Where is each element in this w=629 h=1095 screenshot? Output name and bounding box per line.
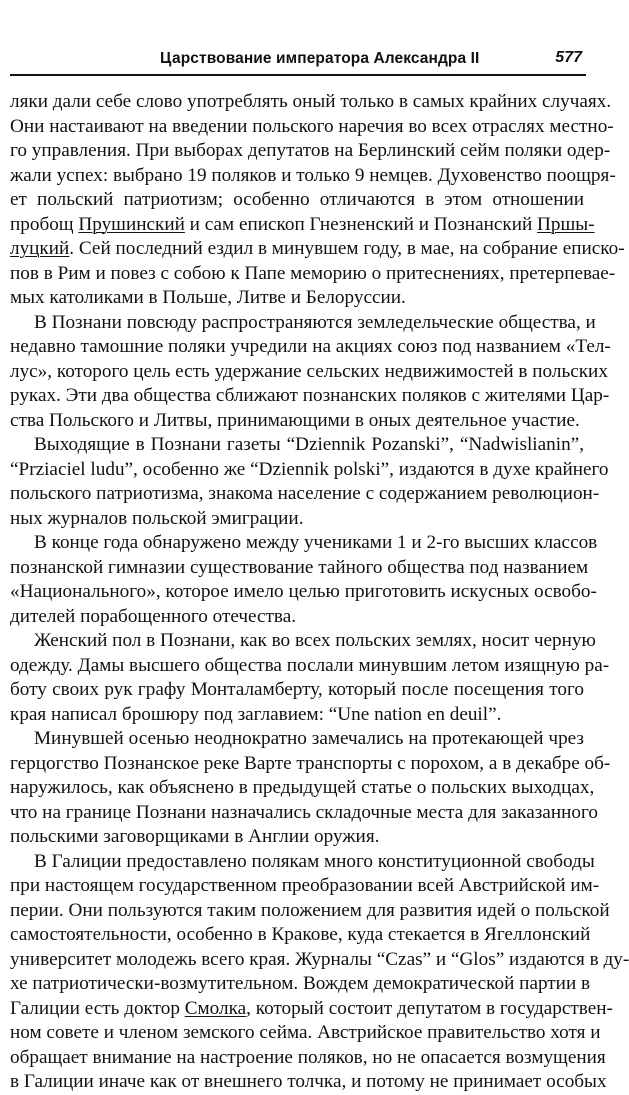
text-line <box>10 752 611 777</box>
text-line <box>10 311 596 336</box>
text-segment: края написал брошюру под заглавием: “Une nation en deuil”. <box>10 703 502 725</box>
text-line <box>10 899 610 924</box>
text-line <box>10 139 611 164</box>
text-line <box>10 384 610 409</box>
text-line <box>10 727 584 752</box>
text-segment: В Познани повсюду распространяются земледельческие общества, и <box>34 311 596 333</box>
paragraph <box>10 311 611 434</box>
text-segment: Выходящие в Познани газеты “Dziennik Pozanski”, “Nadwislianin”, <box>34 434 584 455</box>
text-segment: ляки дали себе слово употреблять оный только в самых крайних случаях. <box>10 91 612 112</box>
text-segment: наружилось, как объяснено в предыдущей статье о польских выходцах, <box>10 777 595 798</box>
text-segment: самостоятельности, особенно в Кракове, куда стекается в Ягеллонский <box>10 924 591 945</box>
text-segment: что на границе Познани назначались складочные места для заказанного <box>10 801 598 823</box>
paragraph <box>10 531 598 629</box>
text-segment: хе патриотически-возмутительном. Вождем демократической партии в <box>10 973 591 994</box>
text-line <box>10 115 614 140</box>
text-line <box>10 482 600 507</box>
paragraph <box>10 629 610 727</box>
text-segment: обращает внимание на настроение поляков, но не опасается возмущения <box>10 1046 606 1068</box>
text-line <box>10 605 584 630</box>
text-segment: В Галиции предоставлено полякам много конституционной свободы <box>34 850 595 872</box>
text-segment: дителей порабощенного отечества. <box>10 605 297 627</box>
text-line <box>10 801 598 826</box>
text-line <box>10 286 584 311</box>
text-segment: Женский пол в Познани, как во всех польских землях, носит черную <box>34 630 596 651</box>
text-segment: польскими заговорщиками в Англии оружия. <box>10 826 380 847</box>
text-segment: Минувшей осенью неоднократно замечались на протекающей чрез <box>34 728 584 749</box>
text-line <box>10 923 591 948</box>
text-segment: В конце года обнаружено между учениками 1 и 2-го высших классов <box>34 532 598 553</box>
text-segment: «Национального», которое имело целью приготовить искусных освобо- <box>10 581 597 602</box>
text-line <box>10 997 613 1022</box>
text-segment: ных журналов польской эмиграции. <box>10 507 304 529</box>
page-number: 577 <box>555 49 582 66</box>
chapter-title: Царствование императора Александра II <box>160 50 480 67</box>
text-line <box>10 776 595 801</box>
underlined-name: Смолка <box>184 997 247 1019</box>
text-segment: жали успех: выбрано 19 поляков и только 9 немцев. Духовенство поощря- <box>10 164 616 186</box>
text-line <box>10 1046 606 1071</box>
text-segment: университет молодежь всего края. Журналы “Czas” и “Glos” издаются в ду- <box>10 948 629 970</box>
text-line <box>10 458 609 483</box>
text-segment: Они настаивают на введении польского наречия во всех отраслях местно- <box>10 115 614 137</box>
text-line <box>10 507 584 532</box>
text-line <box>10 409 584 434</box>
underlined-name: Пршы- <box>537 213 595 235</box>
text-segment: руках. Эти два общества сближают познанских поляков с жителями Цар- <box>10 385 610 406</box>
text-segment: боту своих рук графу Монталамберту, который после посещения того <box>10 679 584 700</box>
text-segment: го управления. При выборах депутатов на Берлинский сейм поляки одер- <box>10 140 611 161</box>
text-line <box>10 678 584 703</box>
text-segment: пов в Рим и повез с собою к Папе меморию о притеснениях, претерпевае- <box>10 262 616 284</box>
text-segment: одежду. Дамы высшего общества послали минувшим летом изящную ра- <box>10 654 610 676</box>
paragraph <box>10 850 629 1095</box>
text-line <box>10 825 584 850</box>
text-line <box>10 188 584 213</box>
text-line <box>10 874 600 899</box>
text-line <box>10 262 616 287</box>
text-segment: польского патриотизма, знакома население с содержанием революцион- <box>10 483 600 504</box>
running-header <box>10 44 586 76</box>
text-segment: ет польский патриотизм; особенно отличаются в этом отношении <box>10 189 584 210</box>
text-line <box>10 90 612 115</box>
text-line <box>10 213 595 238</box>
text-segment: при настоящем государственном преобразовании всей Австрийской им- <box>10 875 600 896</box>
text-line <box>10 580 597 605</box>
paragraph <box>10 433 609 531</box>
text-segment: перии. Они пользуются таким положением для развития идей о польской <box>10 899 610 921</box>
text-line <box>10 850 595 875</box>
body-text <box>10 90 629 1095</box>
underlined-name: Прушинский <box>78 213 185 235</box>
paragraph <box>10 90 625 311</box>
text-segment: лус», которого цель есть удержание сельских недвижимостей в польских <box>10 360 608 382</box>
text-segment: Галиции есть доктор <box>10 997 185 1019</box>
text-line <box>10 164 616 189</box>
text-segment: познанской гимназии существование тайного общества под названием <box>10 556 589 578</box>
text-segment: “Prziaciel ludu”, особенно же “Dziennik polski”, издаются в духе крайнего <box>10 458 609 480</box>
text-line <box>10 335 611 360</box>
text-segment: герцогство Познанское реке Варте транспорты с порохом, а в декабре об- <box>10 752 611 774</box>
text-segment: , который состоит депутатом в государствен- <box>246 997 613 1019</box>
text-segment: ном совете и членом земского сейма. Австрийское правительство хотя и <box>10 1022 601 1043</box>
text-line <box>10 972 591 997</box>
text-line <box>10 433 584 458</box>
text-line <box>10 703 584 728</box>
text-line <box>10 1070 607 1095</box>
text-segment: ства Польского и Литвы, принимающими в оных деятельное участие. <box>10 409 580 431</box>
underlined-name: луцкий <box>10 238 70 259</box>
text-line <box>10 1021 601 1046</box>
paragraph <box>10 727 611 850</box>
text-segment: в Галиции иначе как от внешнего толчка, и потому не принимает особых <box>10 1071 607 1092</box>
text-segment: . Сей последний ездил в минувшем году, в мае, на собрание еписко- <box>69 238 625 259</box>
text-line <box>10 654 610 679</box>
text-segment: и сам епископ Гнезненский и Познанский <box>184 213 538 235</box>
text-line <box>10 360 608 385</box>
text-segment: пробощ <box>10 213 79 235</box>
text-line <box>10 531 598 556</box>
text-segment: недавно тамошние поляки учредили на акциях союз под названием «Тел- <box>10 336 611 357</box>
text-line <box>10 556 589 581</box>
text-line <box>10 237 625 262</box>
text-line <box>10 948 629 973</box>
text-segment: мых католиками в Польше, Литве и Белоруссии. <box>10 287 406 308</box>
text-line <box>10 629 596 654</box>
